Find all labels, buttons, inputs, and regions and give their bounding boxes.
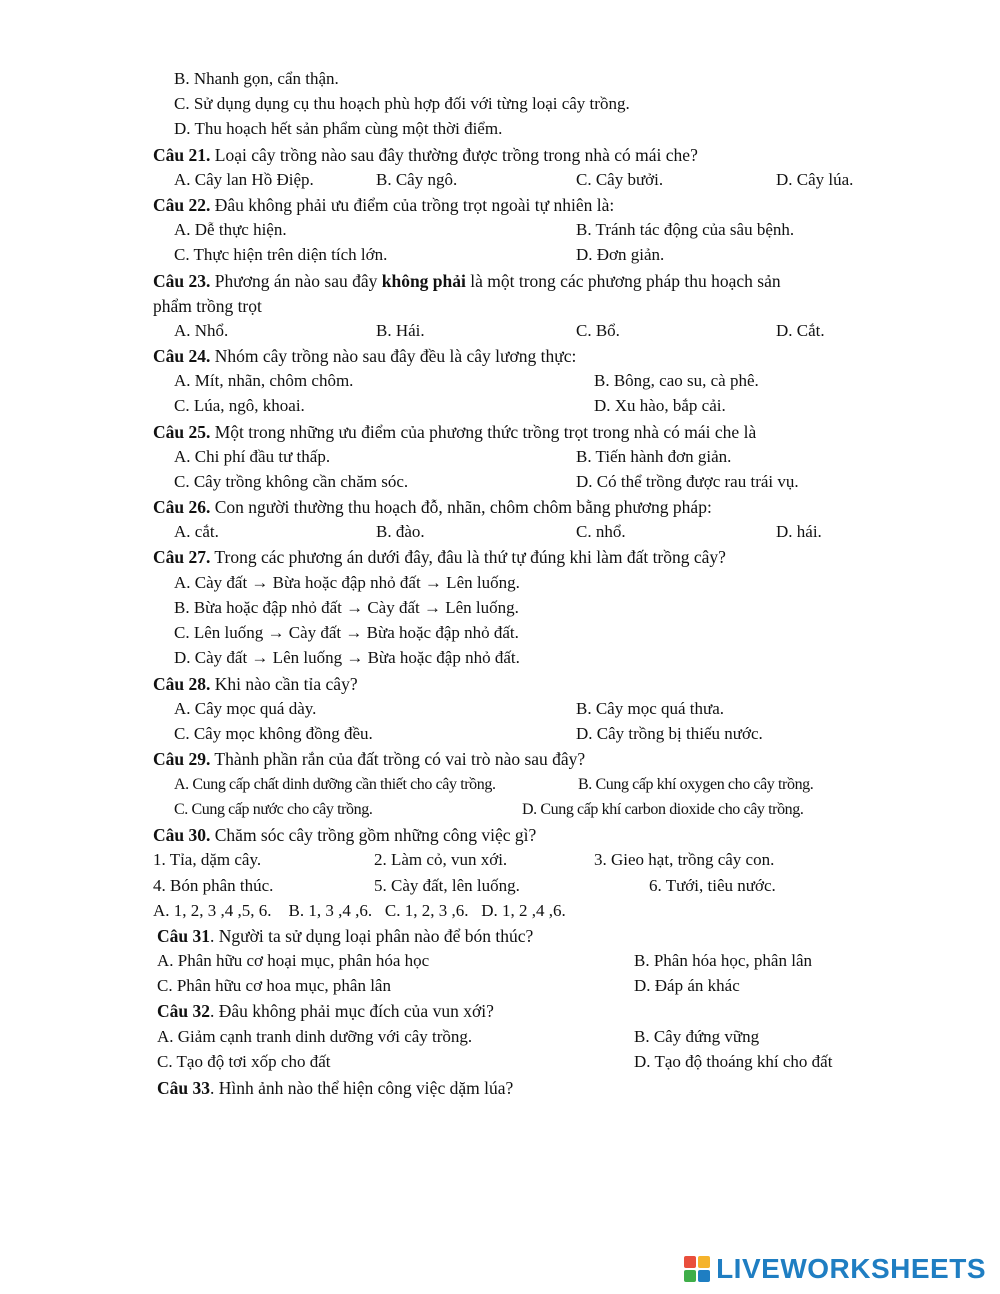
- option-b: B. Phân hóa học, phân lân: [634, 951, 812, 970]
- option-c: C. Bổ.: [576, 321, 620, 340]
- option-c: C. Tạo độ tơi xốp cho đất: [157, 1052, 331, 1071]
- option-b: B. Cây ngô.: [376, 170, 458, 189]
- question-text: Phương án nào sau đây: [210, 271, 382, 291]
- list-item: 4. Bón phân thúc.: [153, 876, 274, 895]
- option-a: A. cắt.: [174, 522, 219, 541]
- option-b: B. Cây mọc quá thưa.: [576, 699, 725, 718]
- question-number: Câu 23.: [153, 271, 211, 291]
- liveworksheets-logo: [684, 1254, 986, 1284]
- question-text: . Hình ảnh nào thể hiện công việc dặm lúa?: [210, 1078, 514, 1098]
- option-b: B. Tiến hành đơn giản.: [576, 447, 732, 466]
- question-24: [153, 345, 576, 367]
- option-b: B. Hái.: [376, 321, 425, 340]
- question-22: [153, 194, 614, 216]
- option-c: C. Phân hữu cơ hoa mục, phân lân: [157, 976, 391, 995]
- option-d: D. Đơn giản.: [576, 245, 665, 264]
- option-b: B. Cung cấp khí oxygen cho cây trồng.: [578, 776, 814, 793]
- option-c: C. Thực hiện trên diện tích lớn.: [174, 245, 388, 264]
- option-a: A. Cây mọc quá dày.: [174, 699, 317, 718]
- option-a: A. Nhổ.: [174, 321, 229, 340]
- question-number: Câu 22.: [153, 195, 211, 215]
- option-d: D. Đáp án khác: [634, 976, 740, 995]
- option-b: B. Bông, cao su, cà phê.: [594, 371, 759, 390]
- question-text-cont: là một trong các phương pháp thu hoạch sản: [465, 271, 781, 291]
- option-a: A. Cày đất → Bừa hoặc đập nhỏ đất → Lên luống.: [174, 573, 520, 592]
- list-item: 2. Làm cỏ, vun xới.: [374, 850, 508, 869]
- question-text: Trong các phương án dưới đây, đâu là thứ tự đúng khi làm đất trồng cây?: [210, 547, 726, 567]
- option-d: D. Cây lúa.: [776, 170, 854, 189]
- question-text: Nhóm cây trồng nào sau đây đều là cây lương thực:: [210, 346, 577, 366]
- question-number: Câu 25.: [153, 422, 211, 442]
- question-emphasis: không phải: [381, 271, 466, 291]
- question-33: [157, 1077, 513, 1099]
- option-d: D. Có thể trồng được rau trái vụ.: [576, 472, 799, 491]
- question-number: Câu 27.: [153, 547, 211, 567]
- option-c: C. nhổ.: [576, 522, 626, 541]
- question-number: Câu 29.: [153, 749, 211, 769]
- list-item: 1. Tỉa, dặm cây.: [153, 850, 262, 869]
- list-item: 5. Cày đất, lên luống.: [374, 876, 520, 895]
- option-d: D. Thu hoạch hết sản phẩm cùng một thời điểm.: [174, 119, 503, 138]
- question-25: [153, 421, 756, 443]
- question-text: Con người thường thu hoạch đỗ, nhãn, chôm chôm bằng phương pháp:: [210, 497, 712, 517]
- option-c: C. Cung cấp nước cho cây trồng.: [174, 801, 373, 818]
- question-text: . Đâu không phải mục đích của vun xới?: [210, 1001, 494, 1021]
- question-number: Câu 28.: [153, 674, 211, 694]
- question-text: Một trong những ưu điểm của phương thức trồng trọt trong nhà có mái che là: [210, 422, 757, 442]
- question-number: Câu 21.: [153, 145, 211, 165]
- question-number: Câu 33: [157, 1078, 210, 1098]
- option-d: D. Tạo độ thoáng khí cho đất: [634, 1052, 833, 1071]
- option-d: D. Xu hào, bắp cải.: [594, 396, 726, 415]
- question-text: Thành phần rắn của đất trồng có vai trò nào sau đây?: [210, 749, 586, 769]
- question-27: [153, 546, 726, 568]
- question-28: [153, 673, 358, 695]
- question-31: [157, 925, 533, 947]
- option-c: C. Cây mọc không đồng đều.: [174, 724, 373, 743]
- question-number: Câu 32: [157, 1001, 210, 1021]
- question-text-wrap: phẩm trồng trọt: [153, 296, 262, 316]
- option-a: A. Cung cấp chất dinh dưỡng cần thiết cho cây trồng.: [174, 776, 496, 793]
- option-d: D. Cung cấp khí carbon dioxide cho cây trồng.: [522, 801, 804, 818]
- option-a: A. Cây lan Hồ Điệp.: [174, 170, 314, 189]
- option-a: A. Giảm cạnh tranh dinh dưỡng với cây trồng.: [157, 1027, 473, 1046]
- question-30: [153, 824, 536, 846]
- question-number: Câu 24.: [153, 346, 211, 366]
- option-b: B. Cây đứng vững: [634, 1027, 760, 1046]
- option-d: D. Cày đất → Lên luống → Bừa hoặc đập nhỏ đất.: [174, 648, 520, 667]
- question-number: Câu 30.: [153, 825, 211, 845]
- option-a: A. Phân hữu cơ hoại mục, phân hóa học: [157, 951, 430, 970]
- question-text: . Người ta sử dụng loại phân nào để bón thúc?: [210, 926, 534, 946]
- question-number: Câu 26.: [153, 497, 211, 517]
- question-text: Chăm sóc cây trồng gồm những công việc gì?: [210, 825, 537, 845]
- option-c: C. Sử dụng dụng cụ thu hoạch phù hợp đối với từng loại cây trồng.: [174, 94, 630, 113]
- question-number: Câu 31: [157, 926, 210, 946]
- option-c: C. Lúa, ngô, khoai.: [174, 396, 305, 415]
- question-text: Loại cây trồng nào sau đây thường được trồng trong nhà có mái che?: [210, 145, 698, 165]
- option-b: B. Nhanh gọn, cẩn thận.: [174, 69, 339, 88]
- option-c: C. Cây trồng không cần chăm sóc.: [174, 472, 409, 491]
- brand-name: LIVEWORKSHEETS: [716, 1253, 986, 1284]
- option-b: B. đào.: [376, 522, 425, 541]
- question-32: [157, 1000, 494, 1022]
- list-item: 6. Tưới, tiêu nước.: [649, 876, 776, 895]
- question-text: Đâu không phải ưu điểm của trồng trọt ngoài tự nhiên là:: [210, 195, 615, 215]
- option-b: B. Bừa hoặc đập nhỏ đất → Cày đất → Lên luống.: [174, 598, 519, 617]
- option-a: A. Dễ thực hiện.: [174, 220, 287, 239]
- option-b: B. Tránh tác động của sâu bệnh.: [576, 220, 795, 239]
- list-item: 3. Gieo hạt, trồng cây con.: [594, 850, 775, 869]
- option-a: A. Mít, nhãn, chôm chôm.: [174, 371, 354, 390]
- option-a: A. Chi phí đầu tư thấp.: [174, 447, 331, 466]
- question-text: Khi nào cần tỉa cây?: [210, 674, 358, 694]
- option-c: C. Cây bưởi.: [576, 170, 664, 189]
- option-c: C. Lên luống → Cày đất → Bừa hoặc đập nhỏ đất.: [174, 623, 519, 642]
- liveworksheets-icon: [684, 1256, 710, 1282]
- option-d: D. Cây trồng bị thiếu nước.: [576, 724, 763, 743]
- question-23: [153, 270, 781, 292]
- question-26: [153, 496, 712, 518]
- answer-options: A. 1, 2, 3 ,4 ,5, 6. B. 1, 3 ,4 ,6. C. 1, 2, 3 ,6. D. 1, 2 ,4 ,6.: [153, 901, 566, 920]
- question-29: [153, 748, 585, 770]
- option-d: D. Cắt.: [776, 321, 825, 340]
- option-d: D. hái.: [776, 522, 822, 541]
- question-21: [153, 144, 698, 166]
